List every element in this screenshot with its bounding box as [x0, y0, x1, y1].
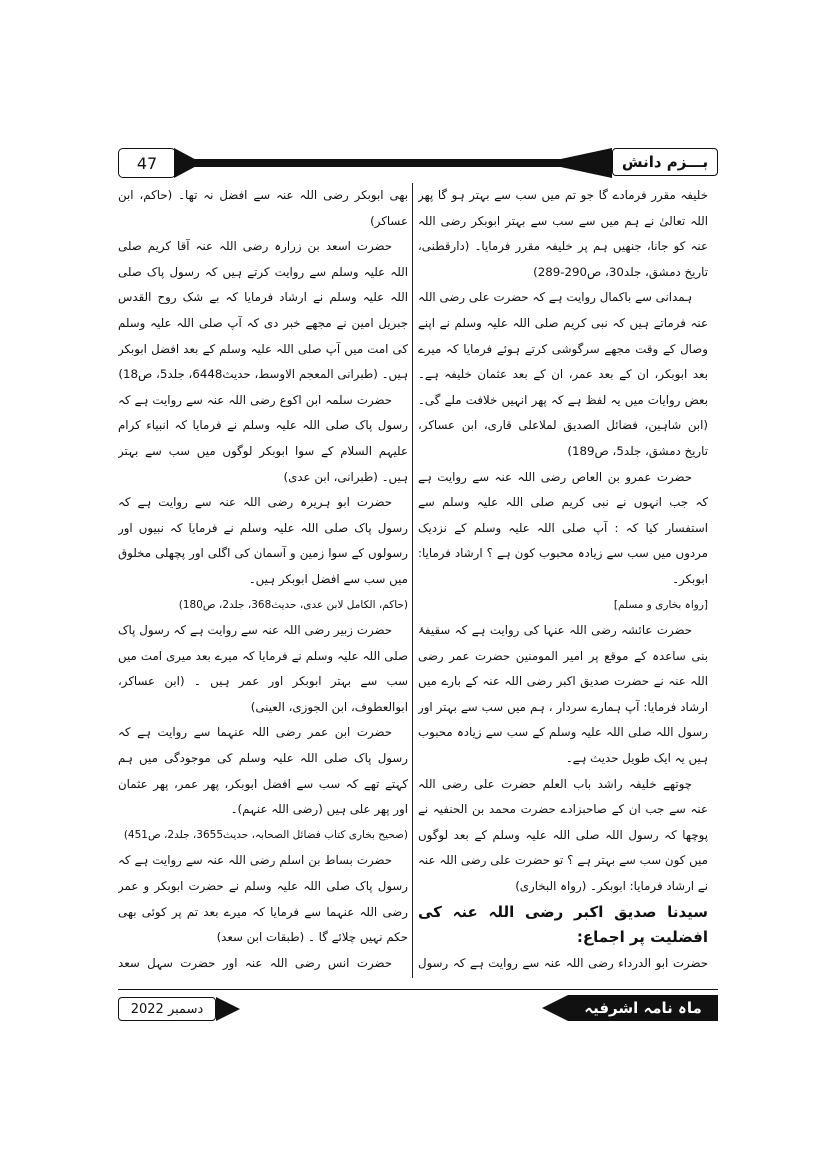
paragraph: حضرت بساط بن اسلم رضی اللہ عنہ سے روایت ہے کہ رسول پاک صلی اللہ علیہ وسلم نے حضرت ابوبکر و عمر رضی اللہ عنہما سے فرمایا کہ میرے بعد تم پر کوئی بھی حکم نہیں چلائے گا ۔ (طبقات ابن سعد): [118, 853, 408, 945]
page-number: 47: [118, 148, 176, 178]
paragraph: حضرت ابو الدرداء رضی اللہ عنہ سے روایت ہے کہ رسول: [418, 955, 708, 970]
paragraph: حضرت انس رضی اللہ عنہ اور حضرت سہل سعد: [118, 955, 392, 970]
citation: (حاکم، الکامل لابن عدی، حدیث368، جلد2، ص180): [178, 598, 408, 611]
paragraph: حضرت عائشہ رضی اللہ عنہا کی روایت ہے کہ سقیفۂ بنی ساعدہ کے موقع پر امیر المومنین حضرت عمر رضی اللہ عنہ نے حضرت صدیق اکبر رضی اللہ عنہ کے بارے میں ارشاد فرمایا: آپ ہمارے سردار ، ہم میں سب سے بہتر اور رسول اللہ صلی اللہ علیہ وسلم کے سب سے زیادہ محبوب ہیں یہ ایک طویل حدیث ہے۔: [418, 623, 708, 766]
citation: [رواہ بخاری و مسلم]: [613, 598, 708, 611]
footer-rule: [118, 989, 718, 990]
magazine-name: ماہ نامہ اشرفیہ: [568, 995, 718, 1021]
paragraph: حضرت سلمہ ابن اکوع رضی اللہ عنہ سے روایت ہے کہ رسول پاک صلی اللہ علیہ وسلم نے فرمایا کہ انبیاء کرام علیہم السلام کے سوا ابوبکر لوگوں میں سب سے بہتر ہیں۔ (طبرانی، ابن عدی): [118, 392, 408, 484]
footer-wedge-right: [542, 995, 568, 1021]
paragraph: حضرت زبیر رضی اللہ عنہ سے روایت ہے کہ رسول پاک صلی اللہ علیہ وسلم نے فرمایا کہ میرے بعد میری امت میں سب سے بہتر ابوبکر اور عمر ہیں ۔ (ابن عساکر، ابوالعطوف، ابن الجوزی، العینی): [118, 623, 408, 714]
paragraph: بھی ابوبکر رضی اللہ عنہ سے افضل نہ تھا۔ (حاکم، ابن عساکر): [118, 188, 408, 228]
column-divider: [412, 183, 413, 978]
paragraph: حضرت ابو ہریرہ رضی اللہ عنہ سے روایت ہے کہ رسول پاک صلی اللہ علیہ وسلم نے فرمایا کہ نبیوں اور رسولوں کے سوا زمین و آسمان کی اگلی اور پچھلی مخلوق میں سب سے افضل ابوبکر ہیں۔: [118, 495, 408, 586]
paragraph: حضرت ابن عمر رضی اللہ عنہما سے روایت ہے کہ رسول پاک صلی اللہ علیہ وسلم کی موجودگی میں ہم کہتے تھے کہ سب سے افضل ابوبکر، پھر عمر، پھر عثمان اور پھر علی ہیں (رضی اللہ عنہم)۔: [118, 725, 408, 817]
header-wedge-right: [542, 148, 612, 178]
paragraph: حضرت عمرو بن العاص رضی اللہ عنہ سے روایت ہے کہ جب انہوں نے نبی کریم صلی اللہ علیہ وسلم سے استفسار کیا کہ : آپ صلی اللہ علیہ وسلم کے نزدیک مردوں میں سب سے زیادہ محبوب کون ہے ؟ ارشاد فرمایا: ابوبکر۔: [418, 469, 708, 586]
page-footer: [118, 989, 718, 1021]
section-heading: سیدنا صدیق اکبر رضی اللہ عنہ کی افضلیت پر اجماع:: [418, 902, 708, 947]
page-header: [118, 148, 718, 178]
left-column: [118, 183, 408, 978]
paragraph: ہمدانی سے باکمال روایت ہے کہ حضرت علی رضی اللہ عنہ فرماتے ہیں کہ نبی کریم صلی اللہ علیہ وسلم نے اپنے وصال کے وقت مجھے سرگوشی کرتے ہوئے فرمایا کہ میرے بعد ابوبکر، ان کے بعد عمر، ان کے بعد عثمان خلیفہ ہے۔ بعض روایات میں یہ لفظ ہے کہ پھر انہیں خلافت ملے گی۔ (ابن شاہین، فضائل الصدیق لملاعلی قاری، ابن عساکر، تاریخ دمشق، جلد5، ص189): [418, 290, 708, 458]
issue-date: دسمبر 2022: [118, 997, 216, 1021]
paragraph: خلیفہ مقرر فرمادے گا جو تم میں سب سے بہتر ہو گا پھر اللہ تعالیٰ نے ہم میں سے سب سے بہتر ابوبکر رضی اللہ عنہ کو جانا، جنھیں ہم پر خلیفہ مقرر فرمایا۔ (دارقطنی، تاریخ دمشق، جلد30، ص290-289): [418, 188, 708, 279]
citation: (صحیح بخاری کتاب فضائل الصحابہ، حدیث3655، جلد2، ص451): [123, 828, 408, 841]
right-column: [418, 183, 708, 978]
header-wedge-left: [174, 148, 202, 178]
section-title: بـــزم دانش: [612, 148, 718, 176]
paragraph: چوتھے خلیفہ راشد باب العلم حضرت علی رضی اللہ عنہ سے جب ان کے صاحبزادے حضرت محمد بن الحنفیہ نے پوچھا کہ رسول اللہ صلی اللہ علیہ وسلم کے بعد لوگوں میں کون سب سے بہتر ہے ؟ تو حضرت علی رضی اللہ عنہ نے ارشاد فرمایا: ابوبکر۔ (رواہ البخاری): [418, 776, 708, 894]
footer-wedge-left: [216, 997, 240, 1021]
paragraph: حضرت اسعد بن زرارہ رضی اللہ عنہ آقا کریم صلی اللہ علیہ وسلم سے روایت کرتے ہیں کہ رسول پاک صلی اللہ علیہ وسلم نے ارشاد فرمایا کہ بے شک روح القدس جبریل امین نے مجھے خبر دی کہ آپ صلی اللہ علیہ وسلم کی امت میں آپ صلی اللہ علیہ وسلم کے بعد افضل ابوبکر ہیں۔ (طبرانی المعجم الاوسط، حدیث6448، جلد5، ص18): [118, 239, 408, 382]
